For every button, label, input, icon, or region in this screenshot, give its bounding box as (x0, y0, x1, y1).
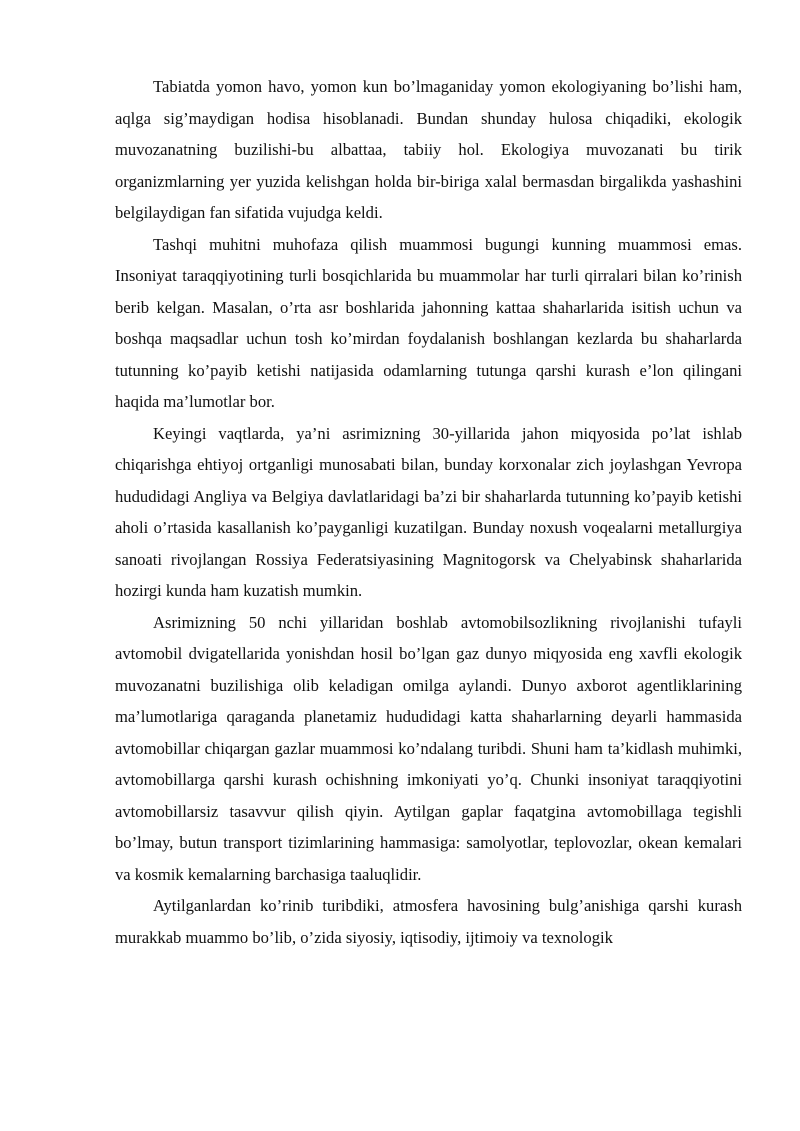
paragraph-3: Keyingi vaqtlarda, ya’ni asrimizning 30-yillarida jahon miqyosida po’lat ishlab chiqarishga ehtiyoj ortganligi munosabati bilan, bunday korxonalar zich joylashgan Yevropa hududidagi Angliya va Belgiya davlatlaridagi ba’zi bir shaharlarda tutunning ko’payib ketishi aholi o’rtasida kasallanish ko’payganligi kuzatilgan. Bunday noxush voqealarni metallurgiya sanoati rivojlangan Rossiya Federatsiyasining Magnitogorsk va Chelyabinsk shaharlarida hozirgi kunda ham kuzatish mumkin. (115, 423, 742, 600)
paragraph-1: Tabiatda yomon havo, yomon kun bo’lmaganiday yomon ekologiyaning bo’lishi ham, aqlga sig’maydigan hodisa hisoblanadi. Bundan shunday hulosa chiqadiki, ekologik muvozanatning buzilishi-bu albattaa, tabiiy hol. Ekologiya muvozanati bu tirik organizmlarning yer yuzida kelishgan holda bir-biriga xalal bermasdan birgalikda yashashini belgilaydigan fan sifatida vujudga keldi. (115, 77, 742, 222)
paragraph-5: Aytilganlardan ko’rinib turibdiki, atmosfera havosining bulg’anishiga qarshi kurash murakkab muammo bo’lib, o’zida siyosiy, iqtisodiy, ijtimoiy va texnologik (115, 896, 742, 947)
paragraph-4: Asrimizning 50 nchi yillaridan boshlab avtomobilsozlikning rivojlanishi tufayli avtomobil dvigatellarida yonishdan hosil bo’lgan gaz dunyo miqyosida eng xavfli ekologik muvozanatni buzilishiga olib keladigan omilga aylandi. Dunyo axborot agentliklarining ma’lumotlariga qaraganda planetamiz hududidagi katta shaharlarning deyarli hammasida avtomobillar chiqargan gazlar muammosi ko’ndalang turibdi. Shuni ham ta’kidlash muhimki, avtomobillarga qarshi kurash ochishning imkoniyati yo’q. Chunki insoniyat taraqqiyotini avtomobillarsiz tasavvur qilish qiyin. Aytilgan gaplar faqatgina avtomobillaga tegishli bo’lmay, butun transport tizimlarining hammasiga: samolyotlar, teplovozlar, okean kemalari va kosmik kemalarning barchasiga taaluqlidir. (115, 612, 742, 884)
paragraph-2: Tashqi muhitni muhofaza qilish muammosi bugungi kunning muammosi emas. Insoniyat taraqqiyotining turli bosqichlarida bu muammolar har turli qirralari bilan ko’rinish berib kelgan. Masalan, o’rta asr boshlarida jahonning kattaa shaharlarida isitish uchun va boshqa maqsadlar uchun tosh ko’mirdan foydalanish boshlangan kezlarda bu shaharlarda tutunning ko’payib ketishi natijasida odamlarning tutunga qarshi kurash e’lon qilingani haqida ma’lumotlar bor. (115, 234, 742, 411)
document-page (115, 71, 742, 953)
